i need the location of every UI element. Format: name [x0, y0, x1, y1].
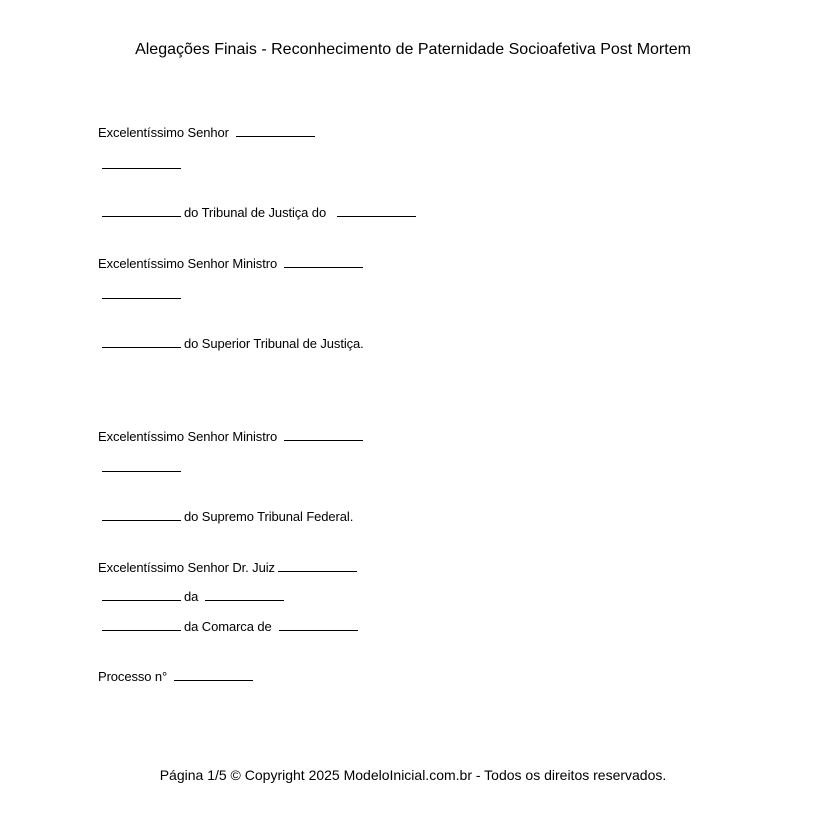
- blank-field: [337, 204, 416, 217]
- blank-field: [205, 588, 284, 601]
- judge-middle-comarca: da Comarca de: [184, 619, 272, 634]
- blank-field: [102, 335, 181, 348]
- judge-line-2: [98, 588, 284, 605]
- blank-field: [236, 124, 315, 137]
- addressing-1-line-3: [98, 204, 416, 221]
- addressing-3-line-3: [98, 508, 353, 525]
- addressing-2-line-2: [98, 286, 181, 303]
- blank-field: [102, 459, 181, 472]
- addressing-3-prefix: Excelentíssimo Senhor Ministro: [98, 429, 278, 444]
- judge-prefix: Excelentíssimo Senhor Dr. Juiz: [98, 560, 275, 575]
- addressing-2-line-1: [98, 255, 363, 272]
- process-number-line: [98, 668, 253, 685]
- blank-field: [102, 204, 181, 217]
- judge-line-1: [98, 559, 357, 576]
- blank-field: [102, 508, 181, 521]
- addressing-1-suffix: do Tribunal de Justiça do: [184, 205, 327, 220]
- judge-line-3: [98, 618, 358, 635]
- addressing-3-line-1: [98, 428, 363, 445]
- addressing-2-line-3: [98, 335, 364, 352]
- blank-field: [102, 618, 181, 631]
- blank-field: [102, 286, 181, 299]
- addressing-3-line-2: [98, 459, 181, 476]
- judge-middle-da: da: [184, 589, 199, 604]
- addressing-3-suffix: do Supremo Tribunal Federal.: [184, 509, 354, 524]
- addressing-1-line-1: [98, 124, 315, 141]
- addressing-2-suffix: do Superior Tribunal de Justiça.: [184, 336, 364, 351]
- addressing-1-line-2: [98, 156, 181, 173]
- addressing-1-prefix: Excelentíssimo Senhor: [98, 125, 229, 140]
- blank-field: [102, 156, 181, 169]
- blank-field: [284, 255, 363, 268]
- document-title: Alegações Finais - Reconhecimento de Paternidade Socioafetiva Post Mortem: [135, 41, 691, 58]
- blank-field: [174, 668, 253, 681]
- blank-field: [284, 428, 363, 441]
- blank-field: [102, 588, 181, 601]
- page-footer: Página 1/5 © Copyright 2025 ModeloInicial.com.br - Todos os direitos reservados.: [159, 767, 667, 783]
- blank-field: [279, 618, 358, 631]
- process-label: Processo n°: [98, 669, 168, 684]
- addressing-2-prefix: Excelentíssimo Senhor Ministro: [98, 256, 278, 271]
- blank-field: [278, 559, 357, 572]
